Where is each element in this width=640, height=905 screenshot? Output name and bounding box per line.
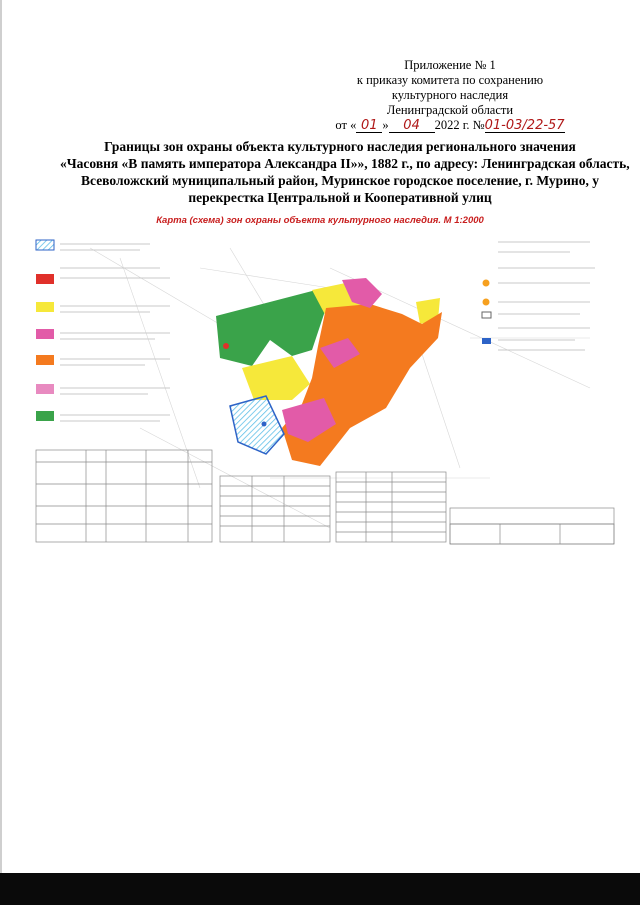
appendix-line-4: Ленинградской области [386, 103, 514, 117]
date-month: 04 [389, 119, 435, 133]
date-separator: » [382, 118, 389, 132]
legend-swatches [36, 240, 170, 421]
title-line-4: перекрестка Центральной и Кооперативной улиц [188, 190, 492, 205]
protection-territory [230, 396, 284, 454]
title-line-3: Всеволожский муниципальный район, Муринское городское поселение, г. Мурино, у [81, 173, 599, 188]
scan-edge [0, 0, 2, 905]
zone-shapes [216, 278, 442, 466]
chapel-marker [262, 422, 267, 427]
monument-marker [223, 343, 229, 349]
order-number: 01-03/22-57 [484, 118, 565, 133]
date-day: 01 [356, 119, 382, 133]
appendix-date-line [300, 118, 600, 133]
zone-map [30, 228, 620, 546]
map-subtitle: Карта (схема) зон охраны объекта культурного наследия. М 1:2000 [156, 215, 484, 226]
zone-map-drawing [30, 228, 620, 546]
appendix-line-3: культурного наследия [391, 88, 509, 102]
document-title [60, 138, 630, 206]
appendix-block [300, 58, 600, 133]
appendix-line-2: к приказу комитета по сохранению [356, 73, 544, 87]
right-legend [482, 242, 595, 350]
date-year: 2022 г. № [434, 118, 485, 132]
green-zone [216, 290, 326, 366]
object-tables [36, 450, 614, 544]
title-line-1: Границы зон охраны объекта культурного наследия регионального значения [104, 139, 576, 154]
title-line-2: «Часовня «В память императора Александра II»», 1882 г., по адресу: Ленинградская область, [60, 156, 630, 171]
date-prefix: от « [335, 118, 357, 132]
appendix-line-1: Приложение № 1 [404, 58, 496, 72]
scan-bottom-bar [0, 873, 640, 905]
